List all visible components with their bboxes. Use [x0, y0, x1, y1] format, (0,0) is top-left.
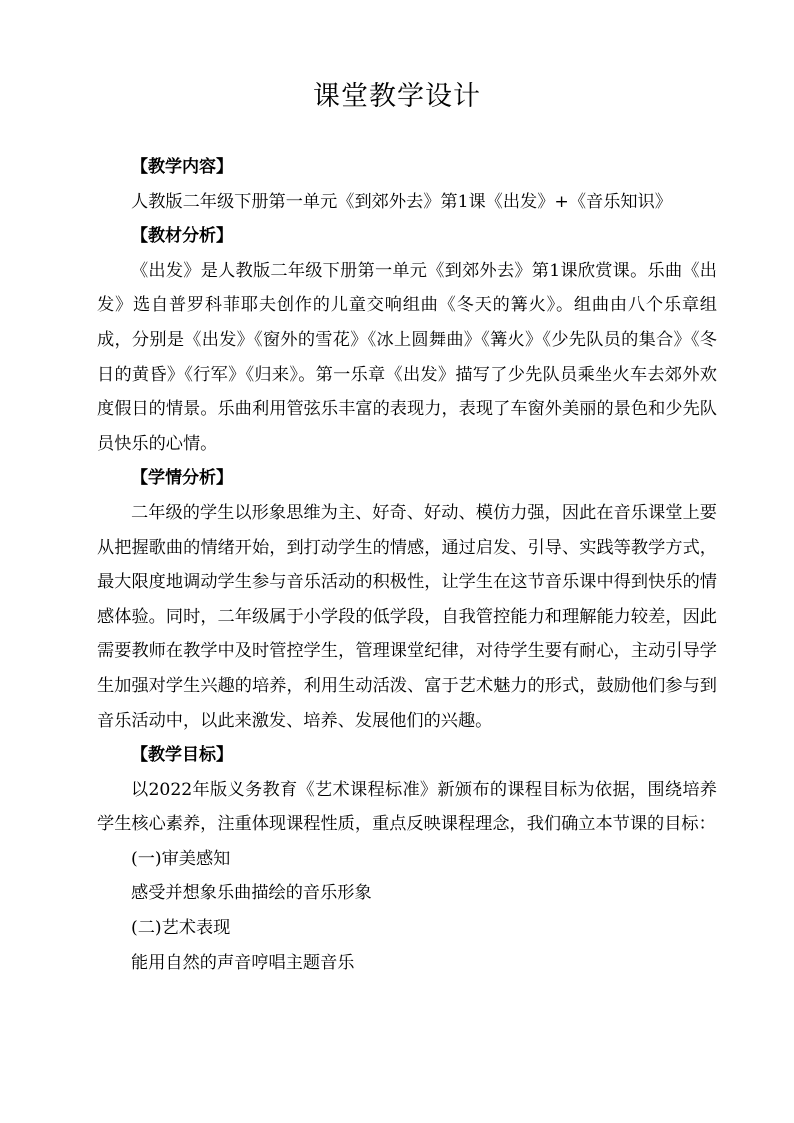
goal-item-text: 感受并想象乐曲描绘的音乐形象: [131, 883, 372, 904]
page-title: 课堂教学设计: [313, 81, 481, 112]
content-paragraph: 人教版二年级下册第一单元《到郊外去》第1课《出发》+《音乐知识》: [131, 191, 672, 212]
section-heading-goals: 【教学目标】: [131, 745, 233, 766]
analysis-paragraph: 《出发》是人教版二年级下册第一单元《到郊外去》第1课欣赏课。乐曲《出发》选自普罗科菲耶夫创作的儿童交响组曲《冬天的篝火》。组曲由八个乐章组成，分别是《出发》《窗外的雪花》《冰上圆舞曲》《篝火》《少先队员的集合》《冬日的黄昏》《行军》《归来》。第一乐章《出发》描写了少先队员乘坐火车去郊外欢度假日的情景。乐曲利用管弦乐丰富的表现力，表现了车窗外美丽的景色和少先队员快乐的心情。: [97, 260, 717, 454]
goal-item-label: (二)艺术表现: [131, 918, 231, 939]
document-body: [97, 150, 717, 980]
section-heading-content: 【教学内容】: [131, 157, 233, 177]
section-heading-analysis: 【教材分析】: [131, 226, 233, 247]
goals-paragraph: 以2022年版义务教育《艺术课程标准》新颁布的课程目标为依据，围绕培养学生核心素养，注重体现课程性质，重点反映课程理念，我们确立本节课的目标：: [97, 779, 717, 835]
students-paragraph: 二年级的学生以形象思维为主、好奇、好动、模仿力强，因此在音乐课堂上要从把握歌曲的情绪开始，到打动学生的情感，通过启发、引导、实践等教学方式，最大限度地调动学生参与音乐活动的积极性，让学生在这节音乐课中得到快乐的情感体验。同时，二年级属于小学段的低学段，自我管控能力和理解能力较差，因此需要教师在教学中及时管控学生，管理课堂纪律，对待学生要有耐心，主动引导学生加强对学生兴趣的培养，利用生动活泼、富于艺术魅力的形式，鼓励他们参与到音乐活动中，以此来激发、培养、发展他们的兴趣。: [97, 502, 717, 731]
section-heading-students: 【学情分析】: [131, 468, 233, 489]
goal-item-label: (一)审美感知: [131, 848, 231, 869]
goal-item-text: 能用自然的声音哼唱主题音乐: [131, 952, 355, 973]
